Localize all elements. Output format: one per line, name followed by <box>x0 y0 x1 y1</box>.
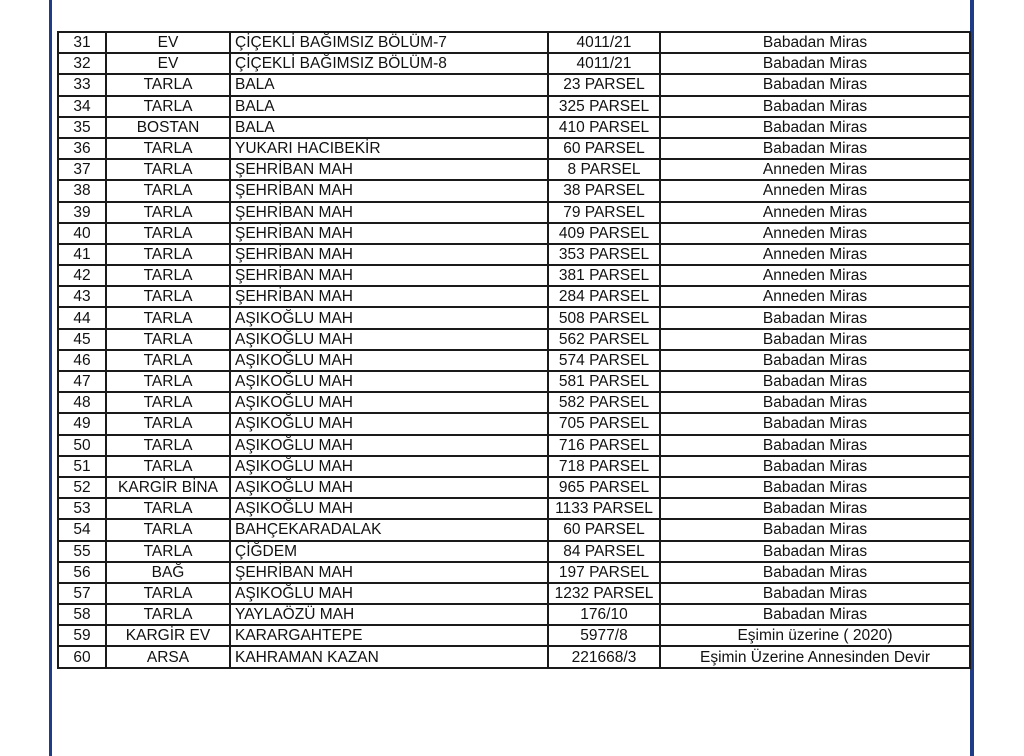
acquisition-cell: Anneden Miras <box>660 244 970 265</box>
row-number-cell: 58 <box>58 604 106 625</box>
property-type-cell: TARLA <box>106 583 230 604</box>
table-row <box>58 625 970 646</box>
row-number-cell: 31 <box>58 32 106 53</box>
parcel-cell: 574 PARSEL <box>548 350 660 371</box>
parcel-cell: 965 PARSEL <box>548 477 660 498</box>
property-type-cell: TARLA <box>106 159 230 180</box>
table-row <box>58 435 970 456</box>
acquisition-cell: Babadan Miras <box>660 456 970 477</box>
table-row <box>58 32 970 53</box>
property-table <box>57 31 971 669</box>
parcel-cell: 718 PARSEL <box>548 456 660 477</box>
acquisition-cell: Babadan Miras <box>660 96 970 117</box>
table-row <box>58 96 970 117</box>
row-number-cell: 54 <box>58 519 106 540</box>
row-number-cell: 33 <box>58 74 106 95</box>
acquisition-cell: Babadan Miras <box>660 435 970 456</box>
location-cell: ŞEHRİBAN MAH <box>230 159 548 180</box>
table-row <box>58 413 970 434</box>
row-number-cell: 34 <box>58 96 106 117</box>
property-type-cell: TARLA <box>106 541 230 562</box>
table-row <box>58 74 970 95</box>
location-cell: KARARGAHTEPE <box>230 625 548 646</box>
parcel-cell: 410 PARSEL <box>548 117 660 138</box>
location-cell: BALA <box>230 96 548 117</box>
location-cell: BAHÇEKARADALAK <box>230 519 548 540</box>
parcel-cell: 38 PARSEL <box>548 180 660 201</box>
acquisition-cell: Babadan Miras <box>660 371 970 392</box>
location-cell: KAHRAMAN KAZAN <box>230 646 548 667</box>
parcel-cell: 716 PARSEL <box>548 435 660 456</box>
table-row <box>58 541 970 562</box>
row-number-cell: 37 <box>58 159 106 180</box>
property-type-cell: TARLA <box>106 202 230 223</box>
property-type-cell: TARLA <box>106 392 230 413</box>
property-table-body <box>58 32 970 668</box>
table-row <box>58 583 970 604</box>
table-row <box>58 646 970 667</box>
table-row <box>58 329 970 350</box>
property-type-cell: TARLA <box>106 413 230 434</box>
row-number-cell: 48 <box>58 392 106 413</box>
table-row <box>58 519 970 540</box>
property-type-cell: TARLA <box>106 498 230 519</box>
row-number-cell: 51 <box>58 456 106 477</box>
property-type-cell: EV <box>106 53 230 74</box>
location-cell: BALA <box>230 117 548 138</box>
row-number-cell: 46 <box>58 350 106 371</box>
parcel-cell: 84 PARSEL <box>548 541 660 562</box>
property-type-cell: TARLA <box>106 435 230 456</box>
row-number-cell: 38 <box>58 180 106 201</box>
table-row <box>58 138 970 159</box>
row-number-cell: 52 <box>58 477 106 498</box>
location-cell: AŞIKOĞLU MAH <box>230 477 548 498</box>
location-cell: YUKARI HACIBEKİR <box>230 138 548 159</box>
table-row <box>58 456 970 477</box>
parcel-cell: 5977/8 <box>548 625 660 646</box>
table-row <box>58 117 970 138</box>
acquisition-cell: Babadan Miras <box>660 53 970 74</box>
property-type-cell: TARLA <box>106 371 230 392</box>
property-type-cell: TARLA <box>106 329 230 350</box>
location-cell: ŞEHRİBAN MAH <box>230 180 548 201</box>
parcel-cell: 508 PARSEL <box>548 307 660 328</box>
acquisition-cell: Eşimin üzerine ( 2020) <box>660 625 970 646</box>
table-row <box>58 265 970 286</box>
property-type-cell: TARLA <box>106 96 230 117</box>
parcel-cell: 4011/21 <box>548 32 660 53</box>
parcel-cell: 1133 PARSEL <box>548 498 660 519</box>
property-type-cell: TARLA <box>106 604 230 625</box>
parcel-cell: 1232 PARSEL <box>548 583 660 604</box>
acquisition-cell: Babadan Miras <box>660 413 970 434</box>
row-number-cell: 32 <box>58 53 106 74</box>
acquisition-cell: Babadan Miras <box>660 32 970 53</box>
table-row <box>58 477 970 498</box>
acquisition-cell: Anneden Miras <box>660 159 970 180</box>
parcel-cell: 8 PARSEL <box>548 159 660 180</box>
row-number-cell: 50 <box>58 435 106 456</box>
row-number-cell: 57 <box>58 583 106 604</box>
location-cell: ŞEHRİBAN MAH <box>230 223 548 244</box>
row-number-cell: 45 <box>58 329 106 350</box>
location-cell: BALA <box>230 74 548 95</box>
property-type-cell: BAĞ <box>106 562 230 583</box>
row-number-cell: 47 <box>58 371 106 392</box>
location-cell: AŞIKOĞLU MAH <box>230 456 548 477</box>
location-cell: AŞIKOĞLU MAH <box>230 307 548 328</box>
acquisition-cell: Anneden Miras <box>660 180 970 201</box>
acquisition-cell: Babadan Miras <box>660 329 970 350</box>
property-type-cell: TARLA <box>106 456 230 477</box>
location-cell: AŞIKOĞLU MAH <box>230 435 548 456</box>
location-cell: AŞIKOĞLU MAH <box>230 371 548 392</box>
location-cell: AŞIKOĞLU MAH <box>230 329 548 350</box>
property-type-cell: TARLA <box>106 350 230 371</box>
row-number-cell: 44 <box>58 307 106 328</box>
row-number-cell: 42 <box>58 265 106 286</box>
acquisition-cell: Babadan Miras <box>660 350 970 371</box>
location-cell: ŞEHRİBAN MAH <box>230 265 548 286</box>
property-type-cell: TARLA <box>106 519 230 540</box>
table-row <box>58 286 970 307</box>
location-cell: AŞIKOĞLU MAH <box>230 392 548 413</box>
table-row <box>58 202 970 223</box>
location-cell: AŞIKOĞLU MAH <box>230 498 548 519</box>
location-cell: ŞEHRİBAN MAH <box>230 286 548 307</box>
table-row <box>58 604 970 625</box>
acquisition-cell: Babadan Miras <box>660 519 970 540</box>
property-type-cell: ARSA <box>106 646 230 667</box>
row-number-cell: 49 <box>58 413 106 434</box>
acquisition-cell: Babadan Miras <box>660 307 970 328</box>
acquisition-cell: Babadan Miras <box>660 477 970 498</box>
acquisition-cell: Anneden Miras <box>660 286 970 307</box>
table-row <box>58 350 970 371</box>
property-type-cell: EV <box>106 32 230 53</box>
property-type-cell: TARLA <box>106 223 230 244</box>
table-row <box>58 159 970 180</box>
parcel-cell: 176/10 <box>548 604 660 625</box>
location-cell: AŞIKOĞLU MAH <box>230 350 548 371</box>
acquisition-cell: Babadan Miras <box>660 138 970 159</box>
parcel-cell: 325 PARSEL <box>548 96 660 117</box>
parcel-cell: 23 PARSEL <box>548 74 660 95</box>
page-border-left <box>49 0 52 756</box>
acquisition-cell: Babadan Miras <box>660 583 970 604</box>
acquisition-cell: Babadan Miras <box>660 117 970 138</box>
row-number-cell: 59 <box>58 625 106 646</box>
location-cell: YAYLAÖZÜ MAH <box>230 604 548 625</box>
property-type-cell: TARLA <box>106 307 230 328</box>
property-type-cell: KARGİR BİNA <box>106 477 230 498</box>
table-row <box>58 498 970 519</box>
property-type-cell: TARLA <box>106 138 230 159</box>
acquisition-cell: Babadan Miras <box>660 541 970 562</box>
table-row <box>58 562 970 583</box>
property-type-cell: TARLA <box>106 265 230 286</box>
acquisition-cell: Babadan Miras <box>660 498 970 519</box>
location-cell: ŞEHRİBAN MAH <box>230 202 548 223</box>
parcel-cell: 381 PARSEL <box>548 265 660 286</box>
table-row <box>58 53 970 74</box>
row-number-cell: 60 <box>58 646 106 667</box>
row-number-cell: 41 <box>58 244 106 265</box>
row-number-cell: 39 <box>58 202 106 223</box>
location-cell: ÇİĞDEM <box>230 541 548 562</box>
property-type-cell: TARLA <box>106 180 230 201</box>
parcel-cell: 581 PARSEL <box>548 371 660 392</box>
table-row <box>58 307 970 328</box>
acquisition-cell: Babadan Miras <box>660 392 970 413</box>
parcel-cell: 582 PARSEL <box>548 392 660 413</box>
parcel-cell: 60 PARSEL <box>548 519 660 540</box>
table-row <box>58 371 970 392</box>
parcel-cell: 79 PARSEL <box>548 202 660 223</box>
row-number-cell: 55 <box>58 541 106 562</box>
parcel-cell: 221668/3 <box>548 646 660 667</box>
parcel-cell: 60 PARSEL <box>548 138 660 159</box>
property-type-cell: TARLA <box>106 244 230 265</box>
row-number-cell: 53 <box>58 498 106 519</box>
acquisition-cell: Anneden Miras <box>660 202 970 223</box>
parcel-cell: 705 PARSEL <box>548 413 660 434</box>
location-cell: ŞEHRİBAN MAH <box>230 244 548 265</box>
table-row <box>58 180 970 201</box>
location-cell: ÇİÇEKLİ BAĞIMSIZ BÖLÜM-7 <box>230 32 548 53</box>
acquisition-cell: Babadan Miras <box>660 562 970 583</box>
row-number-cell: 43 <box>58 286 106 307</box>
acquisition-cell: Eşimin Üzerine Annesinden Devir <box>660 646 970 667</box>
property-type-cell: KARGİR EV <box>106 625 230 646</box>
acquisition-cell: Babadan Miras <box>660 74 970 95</box>
location-cell: AŞIKOĞLU MAH <box>230 413 548 434</box>
acquisition-cell: Anneden Miras <box>660 265 970 286</box>
parcel-cell: 562 PARSEL <box>548 329 660 350</box>
property-type-cell: BOSTAN <box>106 117 230 138</box>
property-type-cell: TARLA <box>106 286 230 307</box>
table-row <box>58 392 970 413</box>
table-row <box>58 244 970 265</box>
parcel-cell: 409 PARSEL <box>548 223 660 244</box>
parcel-cell: 284 PARSEL <box>548 286 660 307</box>
property-type-cell: TARLA <box>106 74 230 95</box>
row-number-cell: 35 <box>58 117 106 138</box>
acquisition-cell: Babadan Miras <box>660 604 970 625</box>
parcel-cell: 4011/21 <box>548 53 660 74</box>
row-number-cell: 40 <box>58 223 106 244</box>
row-number-cell: 56 <box>58 562 106 583</box>
location-cell: AŞIKOĞLU MAH <box>230 583 548 604</box>
location-cell: ŞEHRİBAN MAH <box>230 562 548 583</box>
acquisition-cell: Anneden Miras <box>660 223 970 244</box>
parcel-cell: 353 PARSEL <box>548 244 660 265</box>
location-cell: ÇİÇEKLİ BAĞIMSIZ BÖLÜM-8 <box>230 53 548 74</box>
table-row <box>58 223 970 244</box>
row-number-cell: 36 <box>58 138 106 159</box>
parcel-cell: 197 PARSEL <box>548 562 660 583</box>
